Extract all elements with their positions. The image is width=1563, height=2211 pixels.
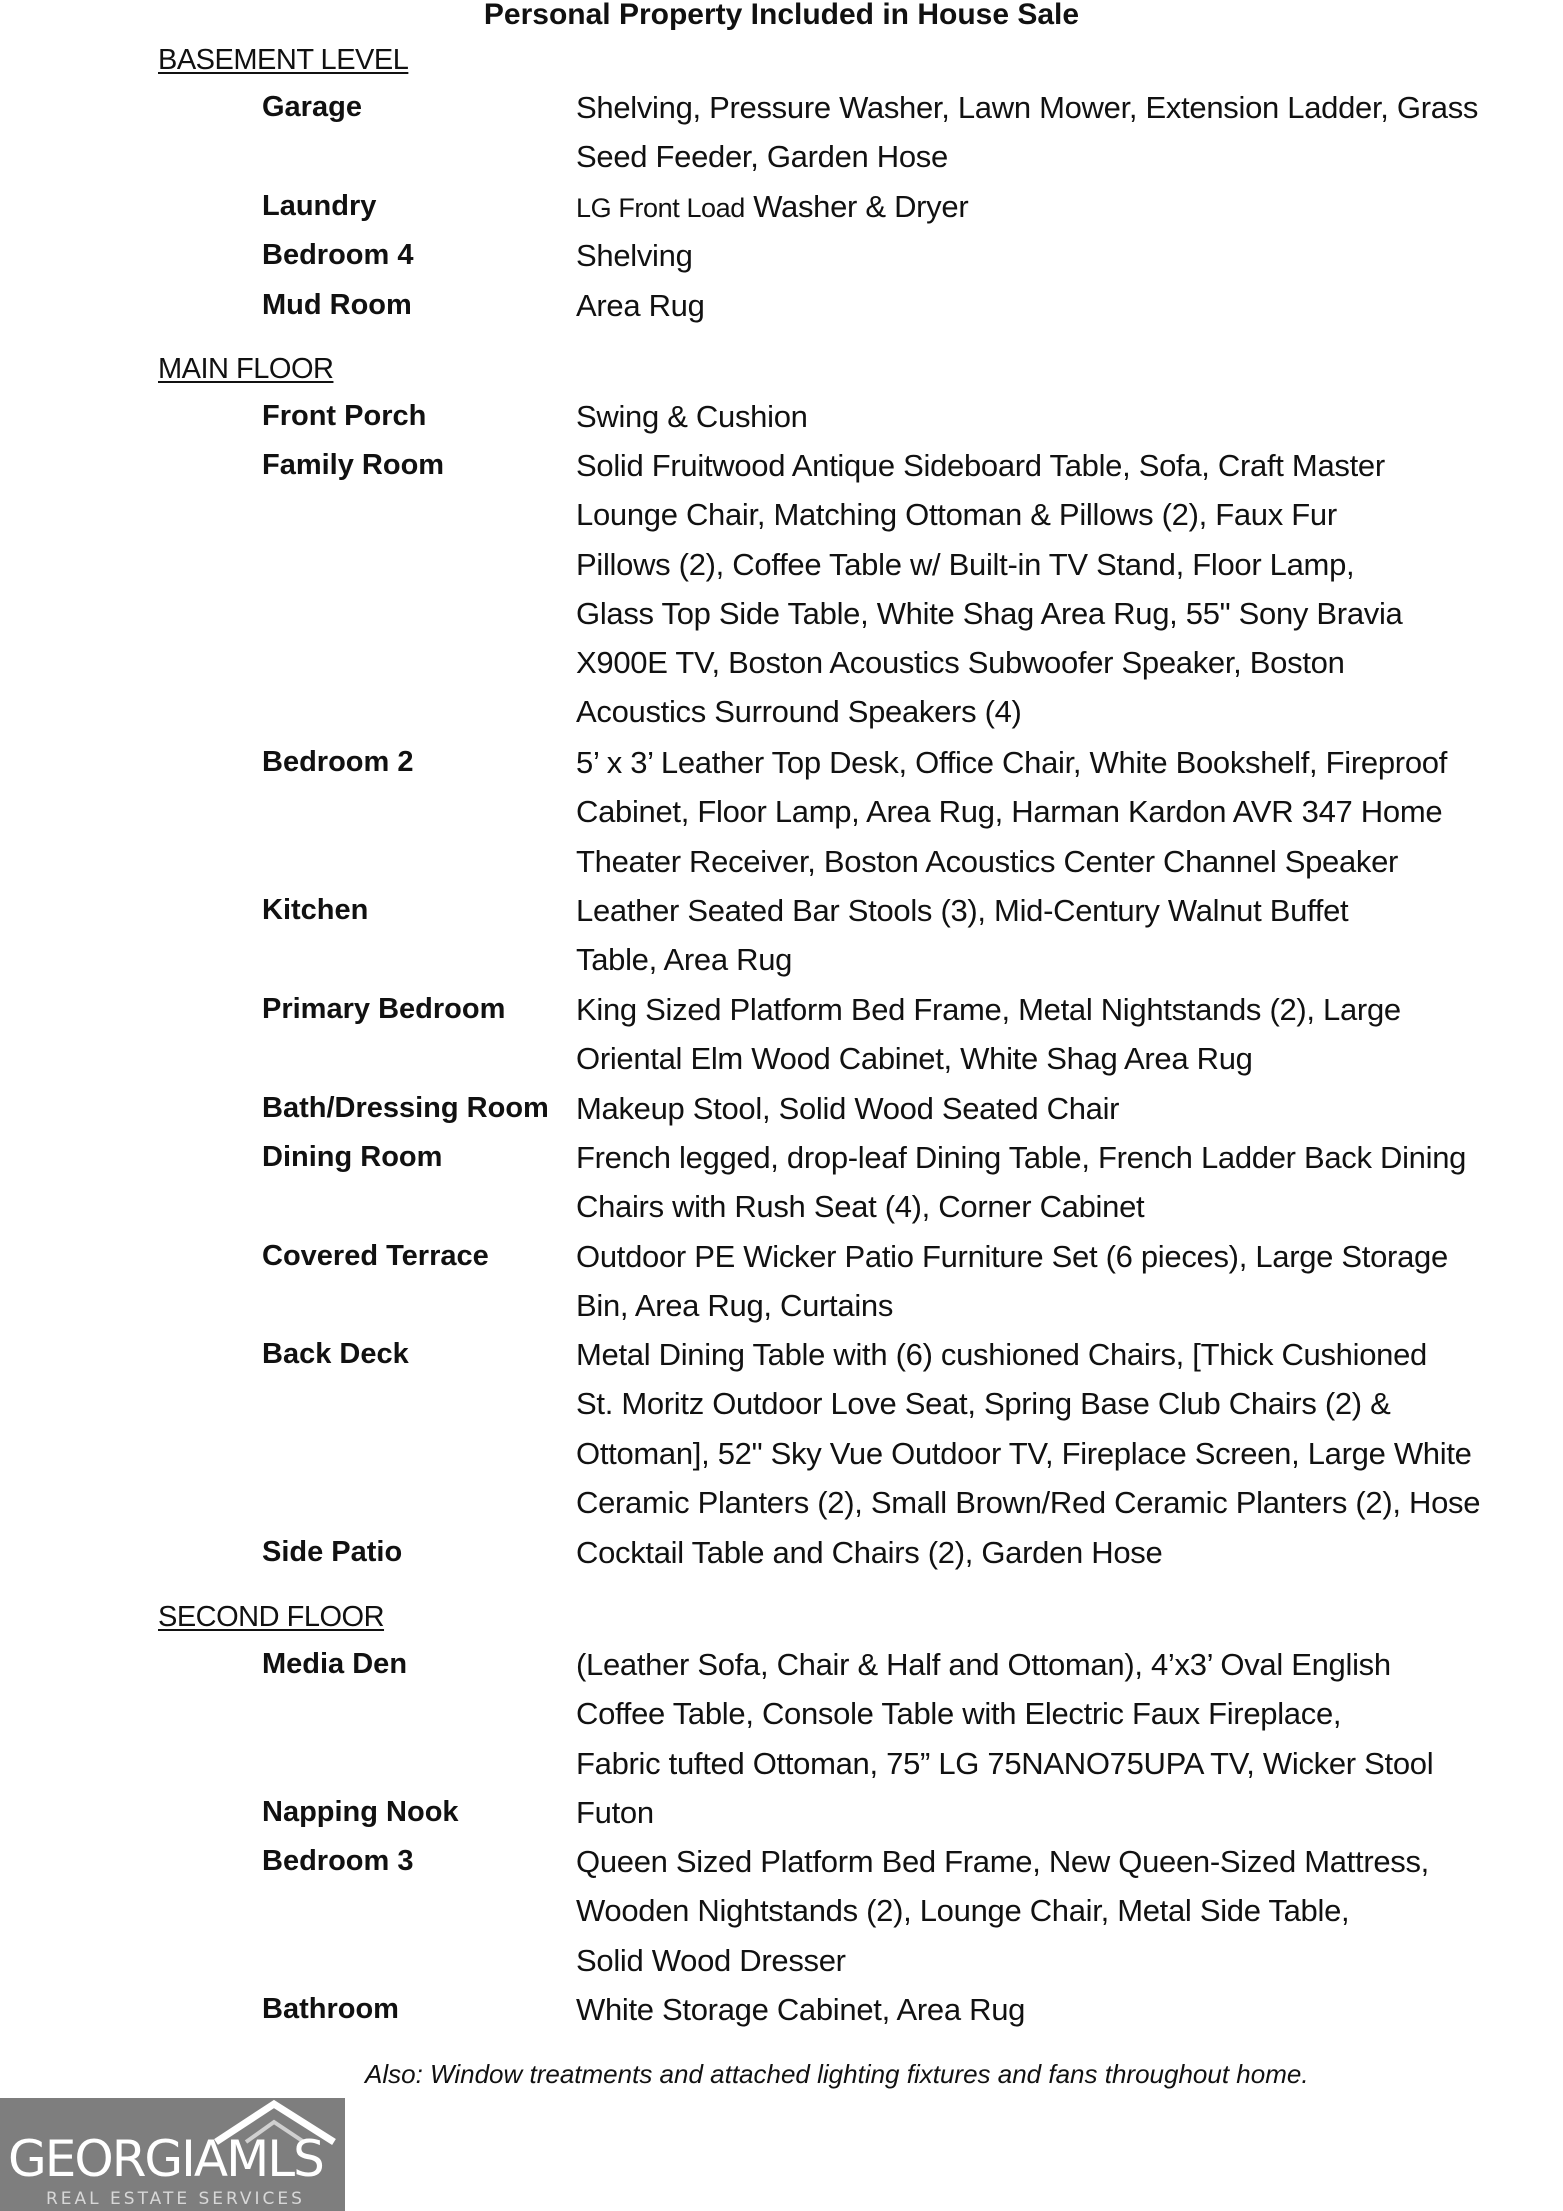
room-items: Shelving: [576, 238, 693, 273]
room-items: Futon: [576, 1795, 654, 1830]
logo-tagline: REAL ESTATE SERVICES: [46, 2189, 305, 2209]
room-name: Bathroom: [262, 1993, 399, 2025]
room-items: (Leather Sofa, Chair & Half and Ottoman), 4’x3’ Oval English Coffee Table, Console Table with Electric Faux Fireplace, Fabric tufted Ottoman, 75” LG 75NANO75UPA TV, Wicker Stool: [576, 1647, 1434, 1781]
room-items: Queen Sized Platform Bed Frame, New Queen-Sized Mattress, Wooden Nightstands (2), Lounge Chair, Metal Side Table, Solid Wood Dresser: [576, 1844, 1429, 1978]
room-items: White Storage Cabinet, Area Rug: [576, 1992, 1026, 2027]
room-name: Kitchen: [262, 894, 369, 926]
room-items: Leather Seated Bar Stools (3), Mid-Century Walnut Buffet Table, Area Rug: [576, 893, 1349, 978]
logo-wordmark: GEORGIAMLS: [8, 2130, 323, 2188]
georgia-mls-logo: [0, 2098, 345, 2211]
room-name: Family Room: [262, 449, 445, 481]
room-name: Dining Room: [262, 1141, 443, 1173]
room-items: 5’ x 3’ Leather Top Desk, Office Chair, White Bookshelf, Fireproof Cabinet, Floor Lamp, Area Rug, Harman Kardon AVR 347 Home Theater Receiver, Boston Acoustics Center Channel Speaker: [576, 745, 1448, 879]
room-items: Swing & Cushion: [576, 399, 808, 434]
room-name: Primary Bedroom: [262, 993, 506, 1025]
page-title: Personal Property Included in House Sale: [483, 0, 1080, 31]
room-name: Napping Nook: [262, 1796, 459, 1828]
room-items: Makeup Stool, Solid Wood Seated Chair: [576, 1091, 1120, 1126]
room-items-brand: LG Front Load: [576, 193, 745, 223]
room-items: French legged, drop-leaf Dining Table, French Ladder Back Dining Chairs with Rush Seat (4), Corner Cabinet: [576, 1140, 1467, 1225]
room-items: Cocktail Table and Chairs (2), Garden Hose: [576, 1535, 1163, 1570]
room-name: Bedroom 3: [262, 1845, 414, 1877]
room-name: Bath/Dressing Room: [262, 1092, 549, 1124]
room-items: Metal Dining Table with (6) cushioned Chairs, [Thick Cushioned St. Moritz Outdoor Love Seat, Spring Base Club Chairs (2) & Ottoman], 52" Sky Vue Outdoor TV, Fireplace Screen, Large White Ceramic Planters (2), Small Brown/Red Ceramic Planters (2), Hose: [576, 1337, 1481, 1520]
room-items: Area Rug: [576, 288, 705, 323]
room-name: Media Den: [262, 1648, 408, 1680]
room-items-rest: Washer & Dryer: [744, 189, 969, 224]
room-items: Solid Fruitwood Antique Sideboard Table, Sofa, Craft Master Lounge Chair, Matching Ottoman & Pillows (2), Faux Fur Pillows (2), Coffee Table w/ Built-in TV Stand, Floor Lamp, Glass Top Side Table, White Shag Area Rug, 55" Sony Bravia X900E TV, Boston Acoustics Subwoofer Speaker, Boston Acoustics Surround Speakers (4): [576, 448, 1403, 730]
room-name: Bedroom 2: [262, 746, 414, 778]
footnote: Also: Window treatments and attached lighting fixtures and fans throughout home.: [365, 2059, 1309, 2089]
room-items: Shelving, Pressure Washer, Lawn Mower, Extension Ladder, Grass Seed Feeder, Garden Hose: [576, 90, 1479, 175]
section-heading-main-floor: MAIN FLOOR: [158, 353, 334, 385]
room-name: Back Deck: [262, 1338, 409, 1370]
section-heading-second-floor: SECOND FLOOR: [158, 1601, 385, 1633]
room-name: Side Patio: [262, 1536, 403, 1568]
room-items: King Sized Platform Bed Frame, Metal Nightstands (2), Large Oriental Elm Wood Cabinet, White Shag Area Rug: [576, 992, 1401, 1077]
room-name: Bedroom 4: [262, 239, 414, 271]
room-name: Garage: [262, 91, 362, 123]
room-name: Mud Room: [262, 289, 412, 321]
room-items: [576, 182, 1561, 233]
room-name: Front Porch: [262, 400, 427, 432]
room-items: Outdoor PE Wicker Patio Furniture Set (6 pieces), Large Storage Bin, Area Rug, Curtains: [576, 1239, 1448, 1324]
room-name: Covered Terrace: [262, 1240, 489, 1272]
section-heading-basement: BASEMENT LEVEL: [158, 44, 409, 76]
room-name: Laundry: [262, 190, 377, 222]
